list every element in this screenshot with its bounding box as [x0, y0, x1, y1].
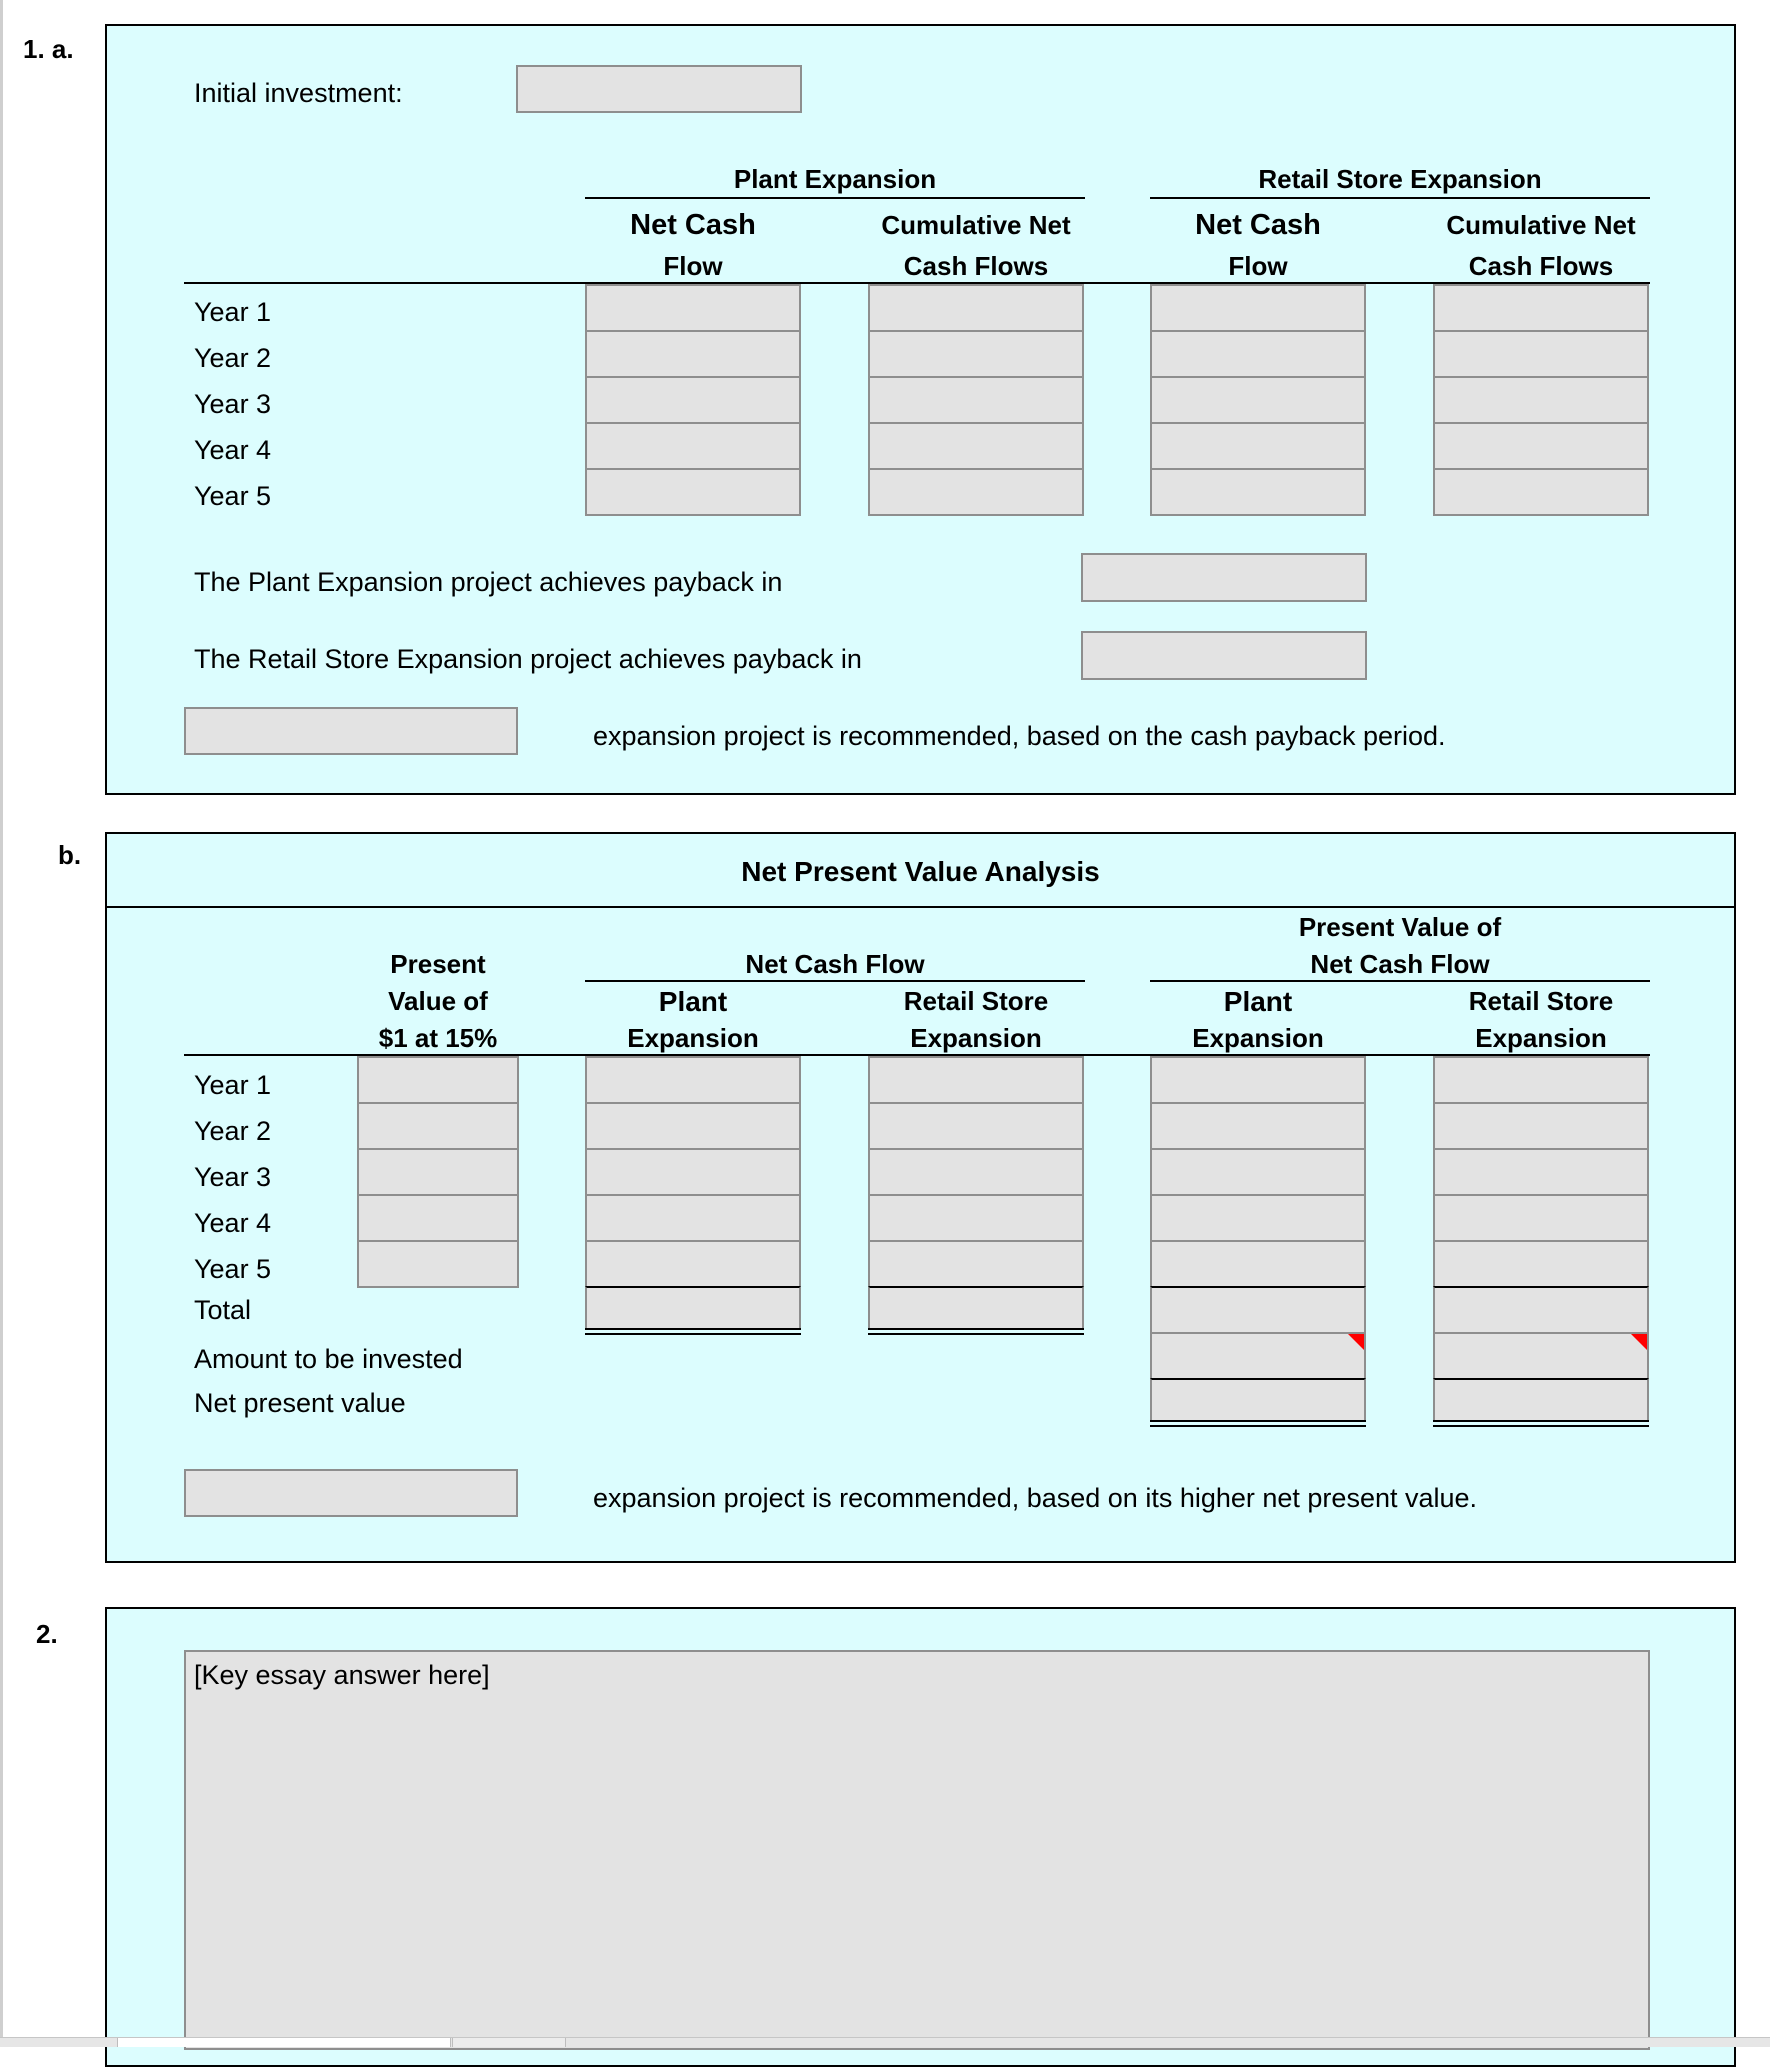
ncf-retail-header-line2: Expansion	[910, 1023, 1042, 1053]
retail-cum-year3-input[interactable]	[1433, 376, 1649, 424]
npv-plant-ncf-year4-input[interactable]	[585, 1194, 801, 1242]
retail-ncf-year3-input[interactable]	[1150, 376, 1366, 424]
pv-plant-amount-invested-input[interactable]	[1150, 1332, 1366, 1380]
pv-retail-header-line1: Retail Store	[1468, 986, 1614, 1016]
pv-plant-npv-double-rule	[1150, 1420, 1366, 1427]
retail-group-underline	[1150, 197, 1650, 199]
year-4-label: Year 4	[194, 435, 272, 465]
npv-plant-ncf-year1-input[interactable]	[585, 1056, 801, 1104]
comment-marker-icon[interactable]	[1631, 1334, 1647, 1350]
retail-cum-year1-input[interactable]	[1433, 284, 1649, 332]
pv-plant-year4-input[interactable]	[1150, 1194, 1366, 1242]
ncf-retail-header-line1: Retail Store	[903, 986, 1049, 1016]
plant-payback-text: The Plant Expansion project achieves payback in	[194, 567, 783, 597]
npv-recommendation-input[interactable]	[184, 1469, 518, 1517]
pv-plant-year1-input[interactable]	[1150, 1056, 1366, 1104]
npv-retail-ncf-year3-input[interactable]	[868, 1148, 1084, 1196]
plant-net-cash-flow-header-line1: Net Cash	[630, 209, 756, 241]
year-5-label: Year 5	[194, 481, 272, 511]
pv-ncf-group-header-line1: Present Value of	[1298, 912, 1502, 942]
pv-factor-year5-input[interactable]	[357, 1240, 519, 1288]
retail-cum-year2-input[interactable]	[1433, 330, 1649, 378]
retail-cum-year4-input[interactable]	[1433, 422, 1649, 470]
comment-marker-icon[interactable]	[1348, 1334, 1364, 1350]
plant-cum-year2-input[interactable]	[868, 330, 1084, 378]
total-label: Total	[194, 1295, 252, 1325]
pv-retail-year1-input[interactable]	[1433, 1056, 1649, 1104]
plant-ncf-year1-input[interactable]	[585, 284, 801, 332]
pv-ncf-group-header-line2: Net Cash Flow	[1310, 949, 1490, 979]
year-2-label: Year 2	[194, 343, 272, 373]
npv-plant-ncf-year2-input[interactable]	[585, 1102, 801, 1150]
retail-cumulative-header-line1: Cumulative Net	[1446, 210, 1636, 240]
pv-factor-header-line1: Present	[390, 949, 486, 979]
plant-cumulative-header-line2: Cash Flows	[903, 251, 1049, 281]
retail-ncf-year2-input[interactable]	[1150, 330, 1366, 378]
retail-payback-input[interactable]	[1081, 631, 1367, 680]
pv-retail-year4-input[interactable]	[1433, 1194, 1649, 1242]
ncf-plant-header-line2: Expansion	[627, 1023, 759, 1053]
ncf-group-header: Net Cash Flow	[745, 949, 925, 979]
pv-retail-header-line2: Expansion	[1475, 1023, 1607, 1053]
pv-retail-year2-input[interactable]	[1433, 1102, 1649, 1150]
npv-retail-ncf-total-double-rule	[868, 1328, 1084, 1335]
pv-retail-amount-invested-input[interactable]	[1433, 1332, 1649, 1380]
npv-retail-ncf-year2-input[interactable]	[868, 1102, 1084, 1150]
npv-year-2-label: Year 2	[194, 1116, 272, 1146]
plant-cum-year1-input[interactable]	[868, 284, 1084, 332]
section-2-label: 2.	[36, 1619, 58, 1649]
section-b-label: b.	[58, 840, 82, 870]
npv-plant-ncf-year5-input[interactable]	[585, 1240, 801, 1288]
sheet-left-edge	[0, 0, 3, 2046]
pv-retail-year3-input[interactable]	[1433, 1148, 1649, 1196]
pv-plant-header-line2: Expansion	[1192, 1023, 1324, 1053]
amount-invested-label: Amount to be invested	[194, 1344, 463, 1374]
retail-cumulative-header-line2: Cash Flows	[1468, 251, 1614, 281]
pv-retail-total-input[interactable]	[1433, 1286, 1649, 1334]
initial-investment-label: Initial investment:	[194, 78, 403, 108]
plant-ncf-year2-input[interactable]	[585, 330, 801, 378]
plant-ncf-year5-input[interactable]	[585, 468, 801, 516]
pv-retail-npv-input[interactable]	[1433, 1378, 1649, 1422]
initial-investment-input[interactable]	[516, 65, 802, 113]
plant-ncf-year3-input[interactable]	[585, 376, 801, 424]
ncf-group-underline	[585, 980, 1085, 982]
retail-payback-text: The Retail Store Expansion project achieves payback in	[194, 644, 862, 674]
pv-plant-header-line1: Plant	[1223, 986, 1293, 1017]
plant-cumulative-header-line1: Cumulative Net	[881, 210, 1071, 240]
pv-factor-year2-input[interactable]	[357, 1102, 519, 1150]
plant-ncf-year4-input[interactable]	[585, 422, 801, 470]
pv-factor-year3-input[interactable]	[357, 1148, 519, 1196]
pv-plant-year3-input[interactable]	[1150, 1148, 1366, 1196]
npv-title-rule	[105, 906, 1736, 908]
npv-recommendation-text: expansion project is recommended, based on its higher net present value.	[593, 1483, 1478, 1513]
npv-plant-ncf-year3-input[interactable]	[585, 1148, 801, 1196]
plant-group-underline	[585, 197, 1085, 199]
npv-year-4-label: Year 4	[194, 1208, 272, 1238]
npv-title: Net Present Value Analysis	[741, 856, 1100, 887]
pv-ncf-group-underline	[1150, 980, 1650, 982]
plant-expansion-group-header: Plant Expansion	[733, 164, 937, 194]
retail-net-cash-flow-header-line1: Net Cash	[1195, 209, 1321, 241]
npv-year-5-label: Year 5	[194, 1254, 272, 1284]
pv-factor-header-line2: Value of	[388, 986, 488, 1016]
pv-factor-year1-input[interactable]	[357, 1056, 519, 1104]
year-1-label: Year 1	[194, 297, 272, 327]
pv-plant-year5-input[interactable]	[1150, 1240, 1366, 1288]
npv-retail-ncf-year4-input[interactable]	[868, 1194, 1084, 1242]
retail-net-cash-flow-header-line2: Flow	[1228, 251, 1288, 281]
retail-ncf-year4-input[interactable]	[1150, 422, 1366, 470]
retail-cum-year5-input[interactable]	[1433, 468, 1649, 516]
payback-recommendation-input[interactable]	[184, 707, 518, 755]
payback-recommendation-text: expansion project is recommended, based on the cash payback period.	[593, 721, 1446, 751]
npv-year-3-label: Year 3	[194, 1162, 272, 1192]
pv-factor-header-line3: $1 at 15%	[378, 1023, 498, 1053]
retail-ncf-year1-input[interactable]	[1150, 284, 1366, 332]
npv-retail-ncf-total-input[interactable]	[868, 1286, 1084, 1330]
pv-factor-year4-input[interactable]	[357, 1194, 519, 1242]
npv-plant-ncf-total-input[interactable]	[585, 1286, 801, 1330]
plant-cum-year5-input[interactable]	[868, 468, 1084, 516]
ncf-plant-header-line1: Plant	[658, 986, 728, 1017]
pv-retail-npv-double-rule	[1433, 1420, 1649, 1427]
net-present-value-label: Net present value	[194, 1388, 406, 1418]
section-1a-label: 1. a.	[23, 34, 74, 64]
npv-retail-ncf-year1-input[interactable]	[868, 1056, 1084, 1104]
essay-answer-textarea[interactable]	[184, 1650, 1650, 2050]
npv-plant-ncf-total-double-rule	[585, 1328, 801, 1335]
pv-plant-npv-input[interactable]	[1150, 1378, 1366, 1422]
pv-retail-year5-input[interactable]	[1433, 1240, 1649, 1288]
plant-payback-input[interactable]	[1081, 553, 1367, 602]
retail-ncf-year5-input[interactable]	[1150, 468, 1366, 516]
plant-net-cash-flow-header-line2: Flow	[663, 251, 723, 281]
pv-plant-total-input[interactable]	[1150, 1286, 1366, 1334]
year-3-label: Year 3	[194, 389, 272, 419]
plant-cum-year3-input[interactable]	[868, 376, 1084, 424]
essay-placeholder-text: [Key essay answer here]	[194, 1660, 490, 1690]
npv-retail-ncf-year5-input[interactable]	[868, 1240, 1084, 1288]
plant-cum-year4-input[interactable]	[868, 422, 1084, 470]
retail-expansion-group-header: Retail Store Expansion	[1258, 164, 1542, 194]
npv-year-1-label: Year 1	[194, 1070, 272, 1100]
pv-plant-year2-input[interactable]	[1150, 1102, 1366, 1150]
